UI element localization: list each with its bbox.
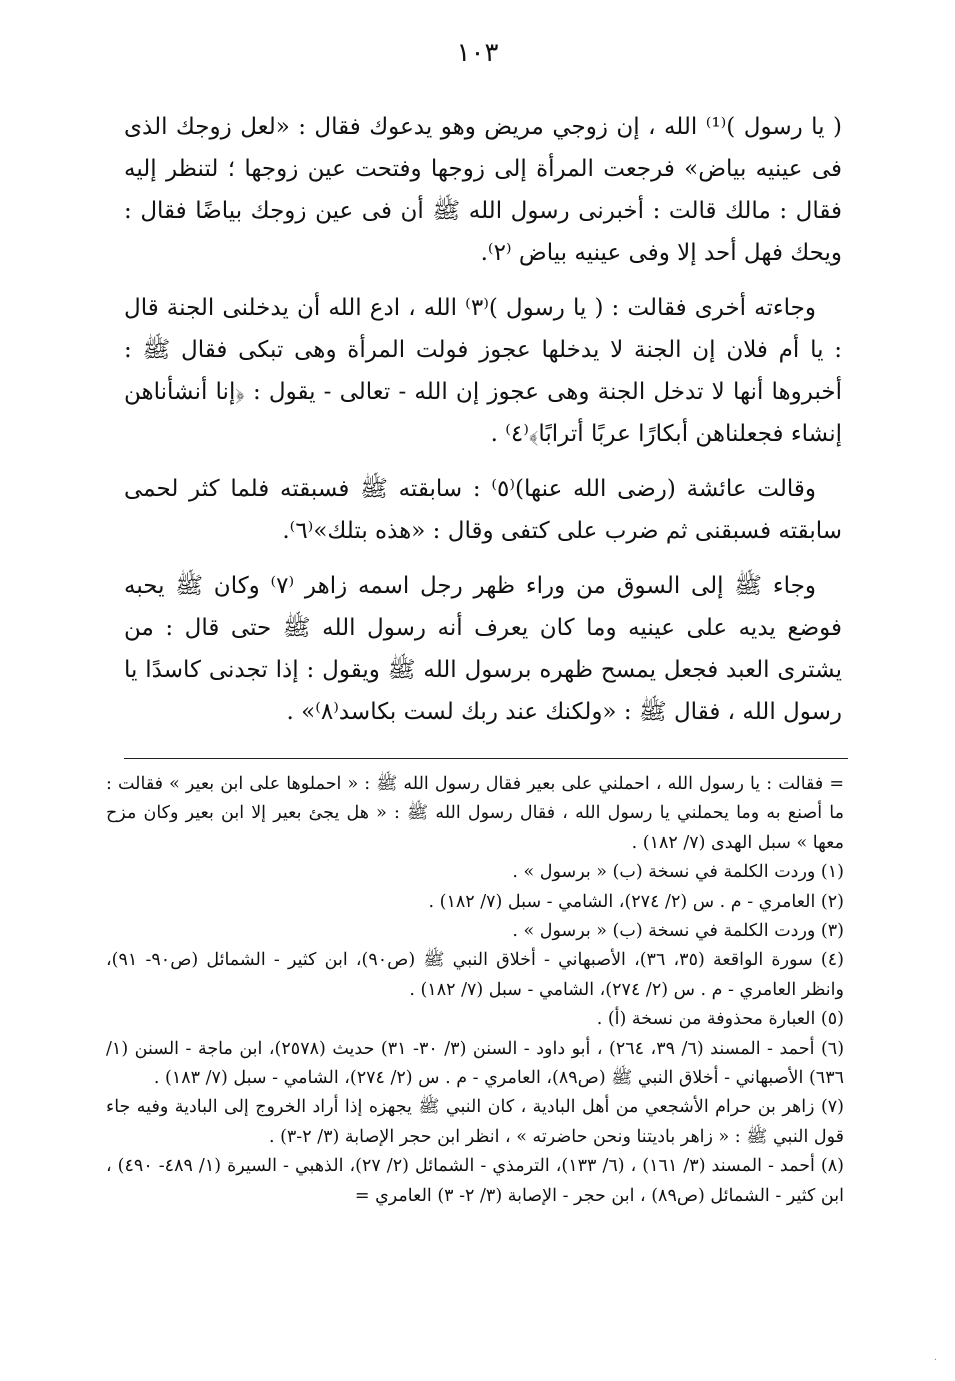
footnote-7: (٧) زاهر بن حرام الأشجعي من أهل البادية ، كان النبي ﷺ يجهزه إذا أراد الخروج إلى البادية وفيه جاء قول النبي ﷺ : « زاهر باديتنا ونحن حاضرته » ، انظر ابن حجر الإصابة (٣/ ٢-٣) . [106, 1097, 844, 1147]
footnote-1: (١) وردت الكلمة في نسخة (ب) « برسول » . [512, 862, 844, 883]
scan-mark: · [933, 1355, 937, 1366]
footnote-8: (٨) أحمد - المسند (٣/ ١٦١) ، (٦/ ١٣٣)، الترمذي - الشمائل (٢/ ٢٧)، الذهبي - السيرة (١/ ٤٨٩- ٤٩٠) ، ابن كثير - الشمائل (ص٨٩) ، ابن حجر - الإصابة (٣/ ٢- ٣) العامري = [106, 1156, 844, 1206]
main-text-body [124, 106, 842, 746]
footnote-4: (٤) سورة الواقعة (٣٥، ٣٦)، الأصبهاني - أخلاق النبي ﷺ (ص٩٠)، ابن كثير - الشمائل (ص٩٠- ٩١)، وانظر العامري - م . س (٢/ ٢٧٤)، الشامي - سبل (٧/ ١٨٢) . [106, 950, 844, 1000]
footnotes-section [106, 770, 844, 1211]
footnote-2: (٢) العامري - م . س (٢/ ٢٧٤)، الشامي - سبل (٧/ ١٨٢) . [428, 891, 844, 912]
paragraph-4: وجاء ﷺ إلى السوق من وراء ظهر رجل اسمه زاهر ⁽٧⁾ وكان ﷺ يحبه فوضع يديه على عينيه وما كان يعرف أنه رسول الله ﷺ حتى قال : من يشترى العبد فجعل يمسح ظهره برسول الله ﷺ ويقول : إذا تجدنى كاسدًا يا رسول الله ، فقال ﷺ : «ولكنك عند ربك لست بكاسد⁽٨⁾» . [124, 573, 842, 725]
footnote-6: (٦) أحمد - المسند (٦/ ٣٩، ٢٦٤) ، أبو داود - السنن (٣/ ٣٠- ٣١) حديث (٢٥٧٨)، ابن ماجة - السنن (١/ ٦٣٦) الأصبهاني - أخلاق النبي ﷺ (ص٨٩)، العامري - م . س (٢/ ٢٧٤)، الشامي - سبل (٧/ ١٨٣) . [106, 1038, 845, 1089]
footnote-5: (٥) العبارة محذوفة من نسخة (أ) . [596, 1009, 844, 1030]
page-number: ١٠٣ [456, 38, 499, 68]
footnote-continuation: = فقالت : يا رسول الله ، احملني على بعير فقال رسول الله ﷺ : « احملوها على ابن بعير » فقالت : ما أصنع به وما يحملني يا رسول الله ، فقال رسول الله ﷺ : « هل يجئ بعير إلا ابن بعير وكان مزح معها » سبل الهدى (٧/ ١٨٢) . [106, 774, 844, 853]
footnote-divider [124, 758, 848, 759]
footnote-3: (٣) وردت الكلمة في نسخة (ب) « برسول » . [512, 921, 844, 942]
paragraph-1: ( يا رسول )⁽¹⁾ الله ، إن زوجي مريض وهو يدعوك فقال : «لعل زوجك الذى فى عينيه بياض» فرجعت المرأة إلى زوجها وفتحت عين زوجها ؛ لتنظر إليه فقال : مالك قالت : أخبرنى رسول الله ﷺ أن فى عين زوجك بياضًا فقال : ويحك فهل أحد إلا وفى عينيه بياض ⁽٢⁾. [124, 114, 842, 266]
paragraph-2: وجاءته أخرى فقالت : ( يا رسول )⁽٣⁾ الله ، ادع الله أن يدخلنى الجنة قال : يا أم فلان إن الجنة لا يدخلها عجوز فولت المرأة وهى تبكى فقال ﷺ : أخبروها أنها لا تدخل الجنة وهى عجوز إن الله - تعالى - يقول : ﴿إنا أنشأناهن إنشاء فجعلناهن أبكارًا عربًا أترابًا﴾⁽٤⁾ . [124, 295, 842, 447]
paragraph-3: وقالت عائشة (رضى الله عنها)⁽٥⁾ : سابقته ﷺ فسبقته فلما كثر لحمى سابقته فسبقنى ثم ضرب على كتفى وقال : «هذه بتلك»⁽٦⁾. [124, 476, 842, 544]
